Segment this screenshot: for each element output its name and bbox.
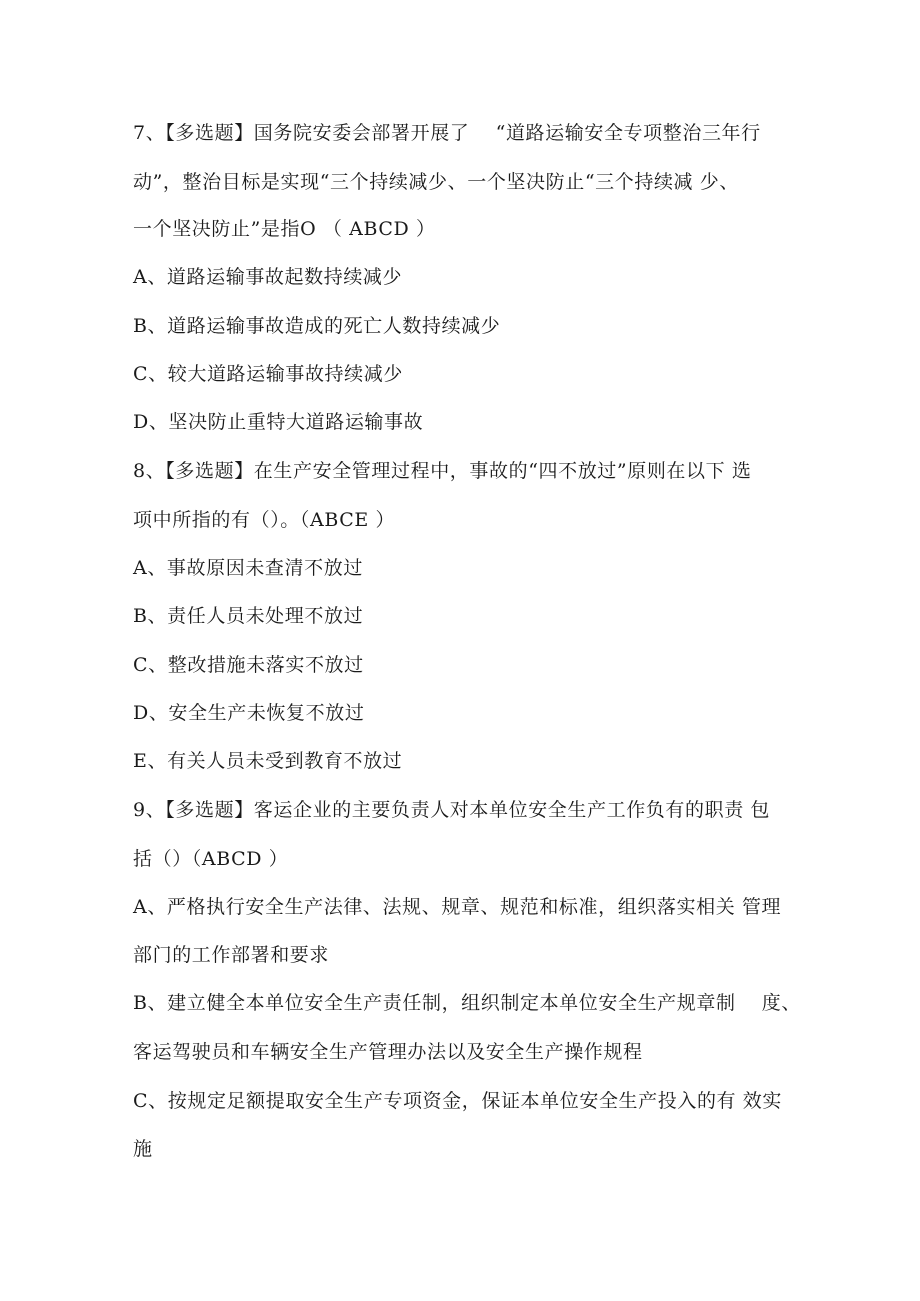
- question-9-option-c-line-1: C、按规定足额提取安全生产专项资金，保证本单位安全生产投入的有 效实: [133, 1090, 782, 1112]
- question-8-stem-line-1: 8、【多选题】在生产安全管理过程中，事故的“四不放过”原则在以下 选: [133, 460, 752, 482]
- question-9-option-b-line-2: 客运驾驶员和车辆安全生产管理办法以及安全生产操作规程: [133, 1041, 643, 1063]
- question-8-stem-line-2: 项中所指的有（）。（ABCE ）: [133, 509, 396, 531]
- question-8-option-d: D、安全生产未恢复不放过: [133, 702, 365, 724]
- question-9-option-a-line-1: A、严格执行安全生产法律、法规、规章、规范和标准，组织落实相关 管理: [133, 896, 782, 918]
- question-8-option-e: E、有关人员未受到教育不放过: [133, 750, 403, 772]
- question-8-option-a: A、事故原因未查清不放过: [133, 557, 363, 579]
- question-7-option-a: A、道路运输事故起数持续减少: [133, 266, 403, 288]
- question-7-stem-line-2: 动”，整治目标是实现“三个持续减少、一个坚决防止“三个持续减 少、: [133, 171, 739, 193]
- question-8-option-c: C、整改措施未落实不放过: [133, 654, 364, 676]
- question-7-stem-line-3: 一个坚决防止”是指O （ ABCD ）: [133, 218, 436, 240]
- question-7-option-d: D、坚决防止重特大道路运输事故: [133, 411, 424, 433]
- question-9-option-c-line-2: 施: [133, 1138, 153, 1160]
- question-8-option-b: B、责任人员未处理不放过: [133, 605, 364, 627]
- question-9-stem-line-2: 括（）（ABCD ）: [133, 848, 289, 870]
- question-9-option-a-line-2: 部门的工作部署和要求: [133, 944, 330, 966]
- question-7-stem-line-1: 7、【多选题】国务院安委会部署开展了 “道路运输安全专项整治三年行: [133, 122, 761, 144]
- question-7-option-b: B、道路运输事故造成的死亡人数持续减少: [133, 315, 501, 337]
- question-9-stem-line-1: 9、【多选题】客运企业的主要负责人对本单位安全生产工作负有的职责 包: [133, 799, 771, 821]
- question-7-option-c: C、较大道路运输事故持续减少: [133, 363, 403, 385]
- question-9-option-b-line-1: B、建立健全本单位安全生产责任制，组织制定本单位安全生产规章制 度、: [133, 992, 802, 1014]
